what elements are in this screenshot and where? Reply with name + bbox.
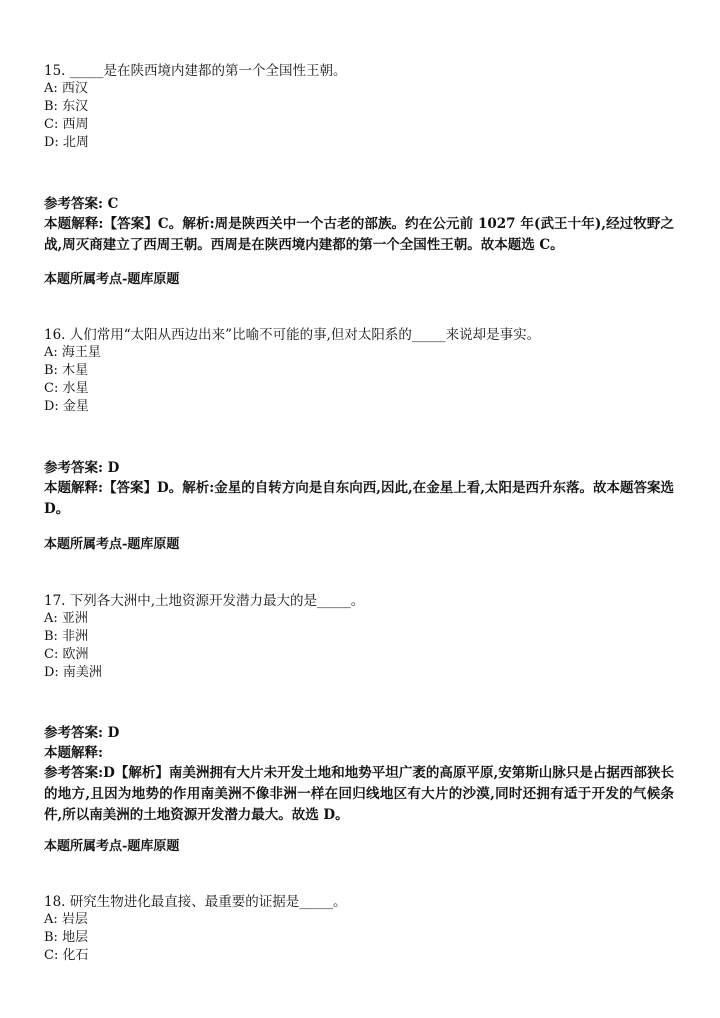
option-c: C: 西周 <box>44 117 89 132</box>
option-d: D: 南美洲 <box>44 665 102 680</box>
option-b: B: 非洲 <box>44 629 89 644</box>
explanation: 本题解释:【答案】D。解析:金星的自转方向是自东向西,因此,在金星上看,太阳是西升东落。故本题答案选 D。 <box>44 480 674 517</box>
question-stem: 18. 研究生物进化最直接、最重要的证据是_____。 <box>44 894 347 910</box>
question-stem: 16. 人们常用“太阳从西边出来”比喻不可能的事,但对太阳系的_____来说却是事实。 <box>44 327 541 343</box>
option-d: D: 金星 <box>44 399 89 414</box>
question-16 <box>44 326 684 416</box>
option-b: B: 东汉 <box>44 99 89 114</box>
explanation: 本题解释:【答案】C。解析:周是陕西关中一个古老的部族。约在公元前 1027 年(武王十年),经过牧野之战,周灭商建立了西周王朝。西周是在陕西境内建都的第一个全国性王朝。故本题选 C。 <box>44 216 674 253</box>
answer-block-17 <box>44 723 684 826</box>
question-17 <box>44 592 684 682</box>
question-18 <box>44 893 684 965</box>
question-15 <box>44 62 684 152</box>
option-d: D: 北周 <box>44 135 89 150</box>
option-b: B: 木星 <box>44 363 89 378</box>
topic-tag-16 <box>44 536 684 554</box>
topic-tag-17 <box>44 838 684 856</box>
option-b: B: 地层 <box>44 930 89 945</box>
explanation: 参考答案:D【解析】南美洲拥有大片未开发土地和地势平坦广袤的高原平原,安第斯山脉只是占据西部狭长的地方,且因为地势的作用南美洲不像非洲一样在回归线地区有大片的沙漠,同时还拥有适于开发的气候条件,所以南美洲的土地资源开发潜力最大。故选 D。 <box>44 765 674 823</box>
option-a: A: 亚洲 <box>44 611 88 626</box>
answer-block-16 <box>44 458 684 520</box>
topic-tag: 本题所属考点-题库原题 <box>44 272 180 287</box>
topic-tag: 本题所属考点-题库原题 <box>44 537 180 552</box>
option-c: C: 化石 <box>44 948 89 963</box>
option-a: A: 西汉 <box>44 81 88 96</box>
option-a: A: 海王星 <box>44 345 101 360</box>
answer-block-15 <box>44 194 684 256</box>
answer: 参考答案: C <box>44 196 119 212</box>
explanation-label: 本题解释: <box>44 745 103 761</box>
question-stem: 17. 下列各大洲中,土地资源开发潜力最大的是_____。 <box>44 593 365 609</box>
option-c: C: 欧洲 <box>44 647 89 662</box>
answer: 参考答案: D <box>44 725 120 741</box>
question-stem: 15. _____是在陕西境内建都的第一个全国性王朝。 <box>44 63 347 79</box>
option-c: C: 水星 <box>44 381 89 396</box>
answer: 参考答案: D <box>44 460 120 476</box>
option-a: A: 岩层 <box>44 912 88 927</box>
topic-tag: 本题所属考点-题库原题 <box>44 839 180 854</box>
topic-tag-15 <box>44 271 684 289</box>
